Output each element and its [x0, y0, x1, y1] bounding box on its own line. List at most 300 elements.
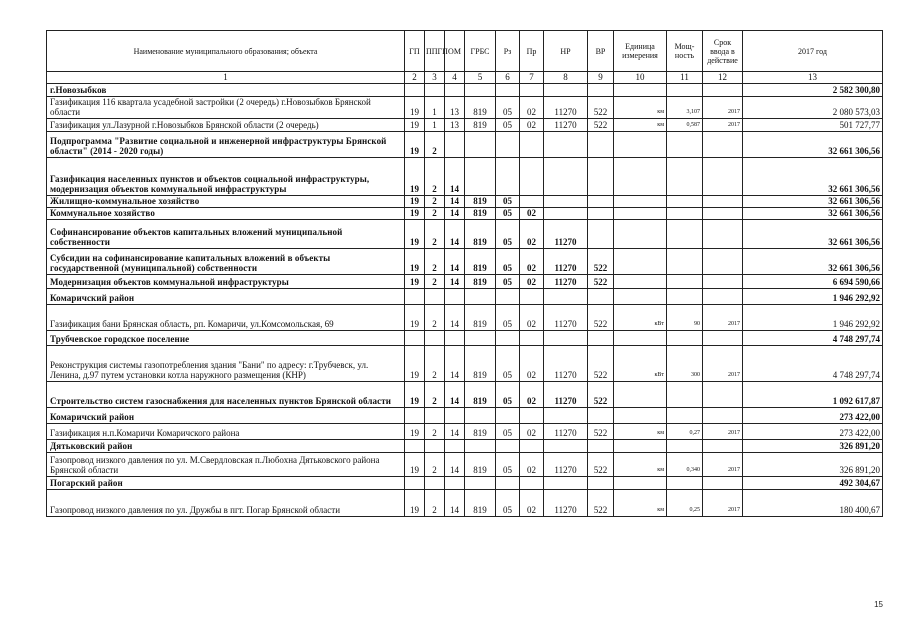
cell-ppgp: 2 [425, 304, 445, 330]
cell-gp: 19 [405, 118, 425, 131]
budget-table [46, 30, 883, 517]
cell-om [445, 476, 465, 489]
cell-unit: кВт [614, 304, 667, 330]
cell-ppgp: 2 [425, 219, 445, 248]
cell-vr: 522 [588, 452, 614, 476]
col-number: 13 [743, 72, 883, 84]
cell-gp: 19 [405, 207, 425, 219]
cell-ppgp [425, 83, 445, 96]
col-number: 6 [496, 72, 520, 84]
cell-grbs: 819 [465, 381, 496, 407]
cell-term [703, 157, 743, 195]
table-row [47, 407, 883, 423]
cell-rz: 05 [496, 118, 520, 131]
cell-name: Жилищно-коммунальное хозяйство [47, 195, 405, 207]
cell-vr [588, 439, 614, 452]
cell-ppgp: 2 [425, 157, 445, 195]
table-row [47, 131, 883, 157]
cell-unit [614, 274, 667, 288]
cell-unit [614, 157, 667, 195]
cell-rz [496, 131, 520, 157]
cell-pr [520, 195, 544, 207]
cell-om [445, 131, 465, 157]
cell-term [703, 381, 743, 407]
cell-rz [496, 157, 520, 195]
table-row [47, 118, 883, 131]
cell-power [667, 381, 703, 407]
cell-pr [520, 288, 544, 304]
cell-power [667, 407, 703, 423]
cell-grbs: 819 [465, 248, 496, 274]
cell-grbs: 819 [465, 207, 496, 219]
cell-rz [496, 439, 520, 452]
cell-unit [614, 219, 667, 248]
cell-name: Газификация населенных пунктов и объектов социальной инфраструктуры, модернизация объектов коммунальной инфраструктуры [47, 157, 405, 195]
cell-term: 2017 [703, 423, 743, 439]
cell-rz: 05 [496, 195, 520, 207]
col-header-vr: ВР [588, 31, 614, 72]
cell-grbs [465, 157, 496, 195]
cell-rz: 05 [496, 423, 520, 439]
table-row [47, 476, 883, 489]
cell-amount: 32 661 306,56 [743, 248, 883, 274]
cell-vr [588, 157, 614, 195]
cell-grbs [465, 407, 496, 423]
col-header-pr: Пр [520, 31, 544, 72]
table-row [47, 489, 883, 516]
cell-grbs: 819 [465, 96, 496, 118]
cell-np [544, 407, 588, 423]
col-number: 11 [667, 72, 703, 84]
cell-om [445, 439, 465, 452]
cell-pr: 02 [520, 274, 544, 288]
cell-vr: 522 [588, 248, 614, 274]
cell-vr [588, 219, 614, 248]
cell-term [703, 131, 743, 157]
cell-pr: 02 [520, 381, 544, 407]
col-number: 9 [588, 72, 614, 84]
cell-ppgp: 2 [425, 345, 445, 381]
cell-amount: 32 661 306,56 [743, 219, 883, 248]
cell-term [703, 439, 743, 452]
cell-power [667, 207, 703, 219]
table-row [47, 304, 883, 330]
cell-om: 14 [445, 452, 465, 476]
cell-rz: 05 [496, 381, 520, 407]
col-header-gp: ГП [405, 31, 425, 72]
cell-vr [588, 207, 614, 219]
cell-ppgp: 2 [425, 248, 445, 274]
cell-om: 14 [445, 489, 465, 516]
cell-amount: 4 748 297,74 [743, 345, 883, 381]
cell-gp: 19 [405, 304, 425, 330]
cell-om [445, 83, 465, 96]
cell-rz: 05 [496, 304, 520, 330]
cell-grbs: 819 [465, 195, 496, 207]
cell-grbs [465, 439, 496, 452]
cell-amount: 273 422,00 [743, 407, 883, 423]
col-header-unit: Единица измерения [614, 31, 667, 72]
cell-vr [588, 288, 614, 304]
cell-vr: 522 [588, 489, 614, 516]
cell-name: Газопровод низкого давления по ул. М.Свердловская п.Любохна Дятьковского района Брянской области [47, 452, 405, 476]
cell-om [445, 288, 465, 304]
cell-name: Субсидии на софинансирование капитальных вложений в объекты государственной (муниципальной) собственности [47, 248, 405, 274]
cell-gp: 19 [405, 423, 425, 439]
cell-name: Газификация ул.Лазурной г.Новозыбков Брянской области (2 очередь) [47, 118, 405, 131]
cell-np: 11270 [544, 345, 588, 381]
cell-name: Дятьковский район [47, 439, 405, 452]
cell-vr: 522 [588, 423, 614, 439]
col-number: 8 [544, 72, 588, 84]
cell-grbs [465, 476, 496, 489]
cell-power [667, 274, 703, 288]
cell-rz: 05 [496, 489, 520, 516]
col-number: 7 [520, 72, 544, 84]
cell-name: Модернизация объектов коммунальной инфраструктуры [47, 274, 405, 288]
cell-np [544, 476, 588, 489]
cell-unit [614, 207, 667, 219]
cell-term [703, 195, 743, 207]
cell-ppgp [425, 439, 445, 452]
col-header-year: 2017 год [743, 31, 883, 72]
cell-name: Комаричский район [47, 288, 405, 304]
cell-term: 2017 [703, 304, 743, 330]
cell-rz: 05 [496, 219, 520, 248]
cell-grbs [465, 83, 496, 96]
cell-np [544, 330, 588, 345]
cell-rz [496, 288, 520, 304]
table-row [47, 157, 883, 195]
cell-grbs: 819 [465, 452, 496, 476]
cell-ppgp: 2 [425, 489, 445, 516]
cell-amount: 326 891,20 [743, 439, 883, 452]
cell-gp: 19 [405, 345, 425, 381]
cell-om: 14 [445, 157, 465, 195]
cell-vr [588, 131, 614, 157]
col-header-rz: Рз [496, 31, 520, 72]
cell-power [667, 439, 703, 452]
cell-amount: 492 304,67 [743, 476, 883, 489]
cell-ppgp: 1 [425, 96, 445, 118]
cell-om [445, 330, 465, 345]
cell-unit: км [614, 96, 667, 118]
cell-ppgp: 2 [425, 131, 445, 157]
cell-np: 11270 [544, 96, 588, 118]
cell-np: 11270 [544, 248, 588, 274]
cell-grbs: 819 [465, 489, 496, 516]
cell-name: Трубчевское городское поселение [47, 330, 405, 345]
cell-vr [588, 195, 614, 207]
table-header-row [47, 31, 883, 72]
cell-amount: 2 080 573,03 [743, 96, 883, 118]
cell-term [703, 219, 743, 248]
cell-om: 14 [445, 381, 465, 407]
cell-pr: 02 [520, 452, 544, 476]
table-row [47, 96, 883, 118]
cell-grbs [465, 131, 496, 157]
cell-amount: 32 661 306,56 [743, 207, 883, 219]
cell-om: 14 [445, 219, 465, 248]
cell-vr [588, 476, 614, 489]
cell-pr: 02 [520, 248, 544, 274]
cell-np [544, 131, 588, 157]
cell-gp [405, 407, 425, 423]
cell-name: г.Новозыбков [47, 83, 405, 96]
cell-unit [614, 476, 667, 489]
cell-ppgp: 2 [425, 381, 445, 407]
cell-pr: 02 [520, 304, 544, 330]
cell-term: 2017 [703, 452, 743, 476]
cell-ppgp: 2 [425, 452, 445, 476]
cell-ppgp: 2 [425, 423, 445, 439]
cell-np [544, 207, 588, 219]
cell-name: Газопровод низкого давления по ул. Дружбы в пгт. Погар Брянской области [47, 489, 405, 516]
cell-term [703, 83, 743, 96]
cell-om: 14 [445, 423, 465, 439]
cell-gp: 19 [405, 131, 425, 157]
cell-name: Коммунальное хозяйство [47, 207, 405, 219]
cell-unit [614, 381, 667, 407]
cell-power [667, 219, 703, 248]
cell-gp: 19 [405, 195, 425, 207]
cell-ppgp [425, 476, 445, 489]
column-number-row [47, 72, 883, 84]
table-row [47, 423, 883, 439]
cell-vr: 522 [588, 96, 614, 118]
cell-rz: 05 [496, 345, 520, 381]
table-row [47, 274, 883, 288]
cell-grbs: 819 [465, 274, 496, 288]
cell-unit: км [614, 423, 667, 439]
cell-name: Газификация 116 квартала усадебной застройки (2 очередь) г.Новозыбков Брянской области [47, 96, 405, 118]
cell-amount: 1 946 292,92 [743, 288, 883, 304]
cell-amount: 32 661 306,56 [743, 195, 883, 207]
cell-gp [405, 439, 425, 452]
cell-power: 3,107 [667, 96, 703, 118]
cell-term: 2017 [703, 118, 743, 131]
cell-ppgp: 2 [425, 195, 445, 207]
cell-amount: 273 422,00 [743, 423, 883, 439]
cell-gp: 19 [405, 274, 425, 288]
cell-np: 11270 [544, 219, 588, 248]
cell-np [544, 157, 588, 195]
cell-ppgp [425, 288, 445, 304]
cell-power [667, 288, 703, 304]
table-row [47, 381, 883, 407]
cell-om: 14 [445, 304, 465, 330]
col-number: 2 [405, 72, 425, 84]
cell-om: 14 [445, 248, 465, 274]
cell-term [703, 476, 743, 489]
cell-name: Комаричский район [47, 407, 405, 423]
cell-np: 11270 [544, 381, 588, 407]
cell-om: 13 [445, 118, 465, 131]
cell-pr [520, 407, 544, 423]
cell-name: Подпрограмма "Развитие социальной и инженерной инфраструктуры Брянской области" (2014 - 2020 годы) [47, 131, 405, 157]
cell-grbs [465, 288, 496, 304]
cell-unit [614, 407, 667, 423]
cell-power [667, 157, 703, 195]
cell-vr: 522 [588, 304, 614, 330]
cell-np [544, 83, 588, 96]
table-row [47, 330, 883, 345]
cell-gp: 19 [405, 219, 425, 248]
cell-rz: 05 [496, 274, 520, 288]
cell-np: 11270 [544, 489, 588, 516]
col-header-term: Срок ввода в действие [703, 31, 743, 72]
cell-unit: км [614, 489, 667, 516]
cell-grbs: 819 [465, 345, 496, 381]
cell-om: 13 [445, 96, 465, 118]
table-row [47, 439, 883, 452]
table-row [47, 248, 883, 274]
cell-vr [588, 83, 614, 96]
cell-gp: 19 [405, 452, 425, 476]
cell-term [703, 288, 743, 304]
cell-power [667, 248, 703, 274]
cell-om [445, 407, 465, 423]
cell-np: 11270 [544, 118, 588, 131]
cell-unit [614, 131, 667, 157]
cell-ppgp: 2 [425, 207, 445, 219]
cell-name: Газификация н.п.Комаричи Комаричского района [47, 423, 405, 439]
cell-pr: 02 [520, 207, 544, 219]
col-number: 5 [465, 72, 496, 84]
cell-pr [520, 476, 544, 489]
cell-np: 11270 [544, 423, 588, 439]
cell-power: 90 [667, 304, 703, 330]
col-number: 10 [614, 72, 667, 84]
table-row [47, 219, 883, 248]
cell-gp [405, 288, 425, 304]
cell-power [667, 195, 703, 207]
cell-om: 14 [445, 195, 465, 207]
cell-amount: 326 891,20 [743, 452, 883, 476]
cell-pr [520, 439, 544, 452]
cell-unit [614, 330, 667, 345]
cell-power: 0,587 [667, 118, 703, 131]
cell-om: 14 [445, 345, 465, 381]
cell-unit [614, 288, 667, 304]
cell-rz: 05 [496, 452, 520, 476]
cell-term [703, 248, 743, 274]
cell-gp: 19 [405, 248, 425, 274]
cell-rz: 05 [496, 248, 520, 274]
cell-grbs [465, 330, 496, 345]
cell-ppgp: 2 [425, 274, 445, 288]
cell-name: Софинансирование объектов капитальных вложений муниципальной собственности [47, 219, 405, 248]
cell-term: 2017 [703, 96, 743, 118]
cell-vr: 522 [588, 381, 614, 407]
cell-vr: 522 [588, 345, 614, 381]
cell-unit: км [614, 452, 667, 476]
cell-grbs: 819 [465, 304, 496, 330]
cell-np: 11270 [544, 274, 588, 288]
cell-pr [520, 330, 544, 345]
cell-ppgp [425, 330, 445, 345]
table-row [47, 195, 883, 207]
cell-term [703, 330, 743, 345]
cell-unit [614, 195, 667, 207]
col-header-power: Мощ-ность [667, 31, 703, 72]
col-number: 4 [445, 72, 465, 84]
cell-power: 300 [667, 345, 703, 381]
cell-gp: 19 [405, 96, 425, 118]
cell-gp [405, 476, 425, 489]
cell-term: 2017 [703, 489, 743, 516]
col-number: 1 [47, 72, 405, 84]
cell-name: Погарский район [47, 476, 405, 489]
cell-pr [520, 131, 544, 157]
col-header-grbs: ГРБС [465, 31, 496, 72]
cell-np [544, 288, 588, 304]
cell-om: 14 [445, 207, 465, 219]
cell-power [667, 83, 703, 96]
cell-pr: 02 [520, 219, 544, 248]
table-row [47, 207, 883, 219]
page-number: 15 [874, 600, 883, 609]
cell-unit [614, 248, 667, 274]
col-header-np: НР [544, 31, 588, 72]
cell-grbs: 819 [465, 219, 496, 248]
cell-term [703, 207, 743, 219]
cell-amount: 6 694 590,66 [743, 274, 883, 288]
cell-grbs: 819 [465, 423, 496, 439]
cell-power: 0,27 [667, 423, 703, 439]
cell-amount: 32 661 306,56 [743, 157, 883, 195]
cell-np: 11270 [544, 452, 588, 476]
cell-om: 14 [445, 274, 465, 288]
table-row [47, 345, 883, 381]
budget-table-sheet [46, 30, 882, 517]
cell-power [667, 131, 703, 157]
table-row [47, 288, 883, 304]
cell-term [703, 274, 743, 288]
cell-gp: 19 [405, 489, 425, 516]
cell-rz [496, 330, 520, 345]
table-row [47, 83, 883, 96]
cell-grbs: 819 [465, 118, 496, 131]
cell-amount: 1 946 292,92 [743, 304, 883, 330]
cell-power: 0,25 [667, 489, 703, 516]
cell-pr: 02 [520, 118, 544, 131]
cell-name: Строительство систем газоснабжения для населенных пунктов Брянской области [47, 381, 405, 407]
cell-rz: 05 [496, 207, 520, 219]
cell-amount: 180 400,67 [743, 489, 883, 516]
cell-name: Реконструкция системы газопотребления здания "Бани" по адресу: г.Трубчевск, ул. Ленина, д.97 путем установки котла наружного размещения (КНР) [47, 345, 405, 381]
cell-pr: 02 [520, 96, 544, 118]
cell-vr [588, 330, 614, 345]
cell-amount: 1 092 617,87 [743, 381, 883, 407]
table-row [47, 452, 883, 476]
cell-term: 2017 [703, 345, 743, 381]
cell-vr: 522 [588, 118, 614, 131]
table-body [47, 83, 883, 516]
cell-rz: 05 [496, 96, 520, 118]
cell-unit [614, 83, 667, 96]
cell-np [544, 195, 588, 207]
cell-term [703, 407, 743, 423]
col-number: 3 [425, 72, 445, 84]
cell-amount: 32 661 306,56 [743, 131, 883, 157]
col-header-ppgp: ППГП [425, 31, 445, 72]
cell-power [667, 330, 703, 345]
cell-vr: 522 [588, 274, 614, 288]
col-header-om: ОМ [445, 31, 465, 72]
cell-gp [405, 83, 425, 96]
col-number: 12 [703, 72, 743, 84]
